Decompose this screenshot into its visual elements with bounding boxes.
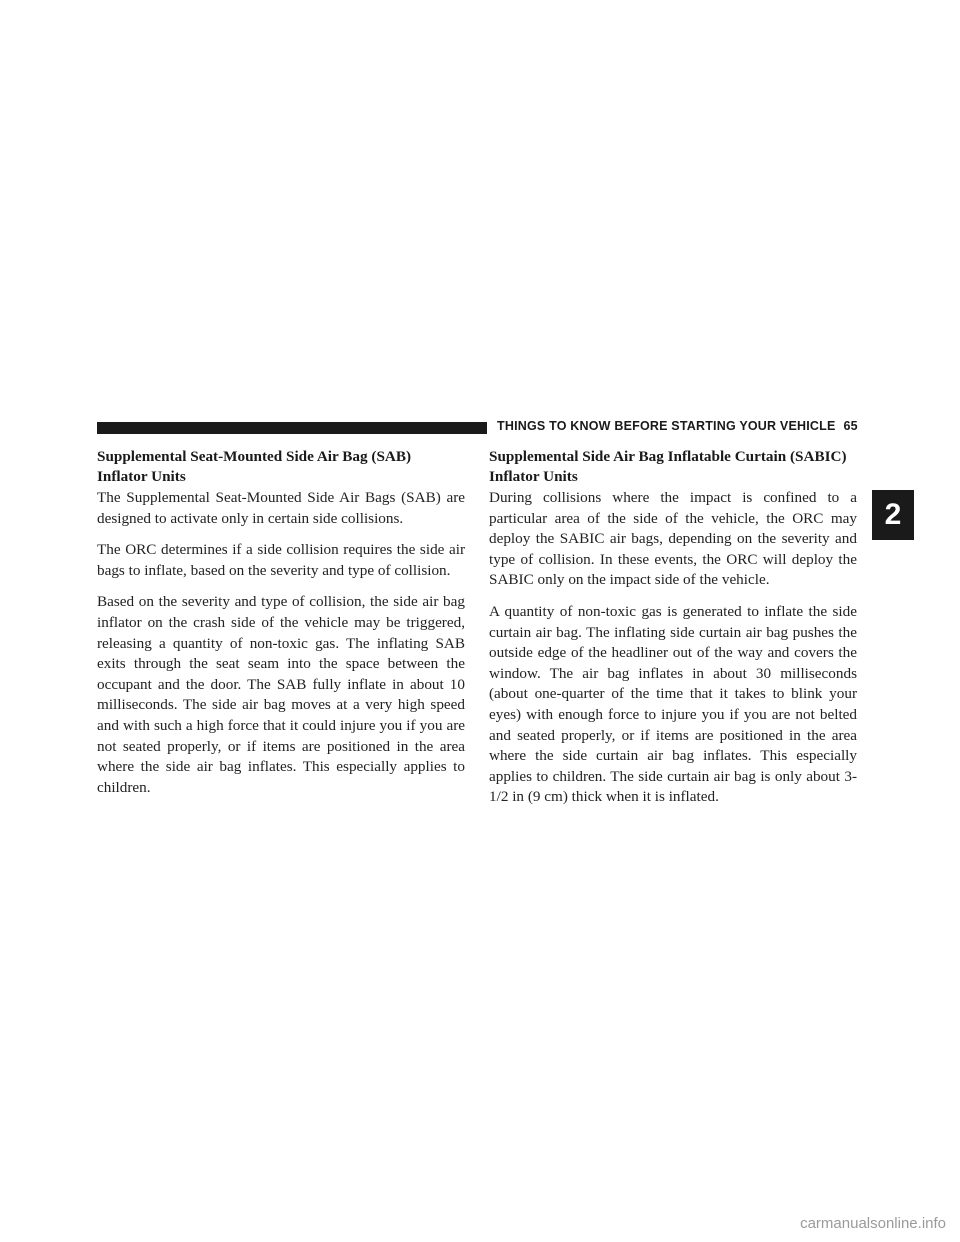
right-column bbox=[489, 447, 857, 819]
paragraph: The ORC determines if a side collision requires the side air bags to inflate, based on the severity and type of collision. bbox=[97, 541, 465, 579]
header-title: THINGS TO KNOW BEFORE STARTING YOUR VEHICLE bbox=[497, 419, 836, 433]
left-column bbox=[97, 447, 465, 809]
running-header bbox=[497, 419, 858, 433]
chapter-tab: 2 bbox=[872, 490, 914, 540]
section-title-sabic: Supplemental Side Air Bag Inflatable Curtain (SABIC) Inflator Units bbox=[489, 448, 847, 485]
paragraph: During collisions where the impact is confined to a particular area of the side of the vehicle, the ORC may deploy the SABIC air bags, depending on the severity and type of collision. In these events, the ORC will deploy the SABIC only on the impact side of the vehicle. bbox=[489, 489, 857, 589]
paragraph: The Supplemental Seat-Mounted Side Air Bags (SAB) are designed to activate only in certain side collisions. bbox=[97, 489, 465, 527]
watermark: carmanualsonline.info bbox=[800, 1215, 946, 1232]
paragraph: Based on the severity and type of collision, the side air bag inflator on the crash side of the vehicle may be triggered, releasing a quantity of non-toxic gas. The inflating SAB exits through the seat seam into the space between the occupant and the door. The SAB fully inflate in about 10 milliseconds. The side air bag moves at a very high speed and with such a high force that it could injure you if you are not seated properly, or if items are positioned in the area where the side air bag inflates. This especially applies to children. bbox=[97, 593, 465, 796]
page-number: 65 bbox=[843, 419, 858, 433]
section-title-sab: Supplemental Seat-Mounted Side Air Bag (SAB) Inflator Units bbox=[97, 448, 412, 485]
paragraph: A quantity of non-toxic gas is generated to inflate the side curtain air bag. The inflating side curtain air bag pushes the outside edge of the headliner out of the way and covers the window. The air bag inflates in about 30 milliseconds (about one-quarter of the time that it takes to blink your eyes) with enough force to injure you if you are not belted and seated properly, or if items are positioned in the area where the side curtain air bag inflates. This especially applies to children. The side curtain air bag is only about 3-1/2 in (9 cm) thick when it is inflated. bbox=[489, 602, 857, 806]
header-rule bbox=[97, 422, 487, 434]
